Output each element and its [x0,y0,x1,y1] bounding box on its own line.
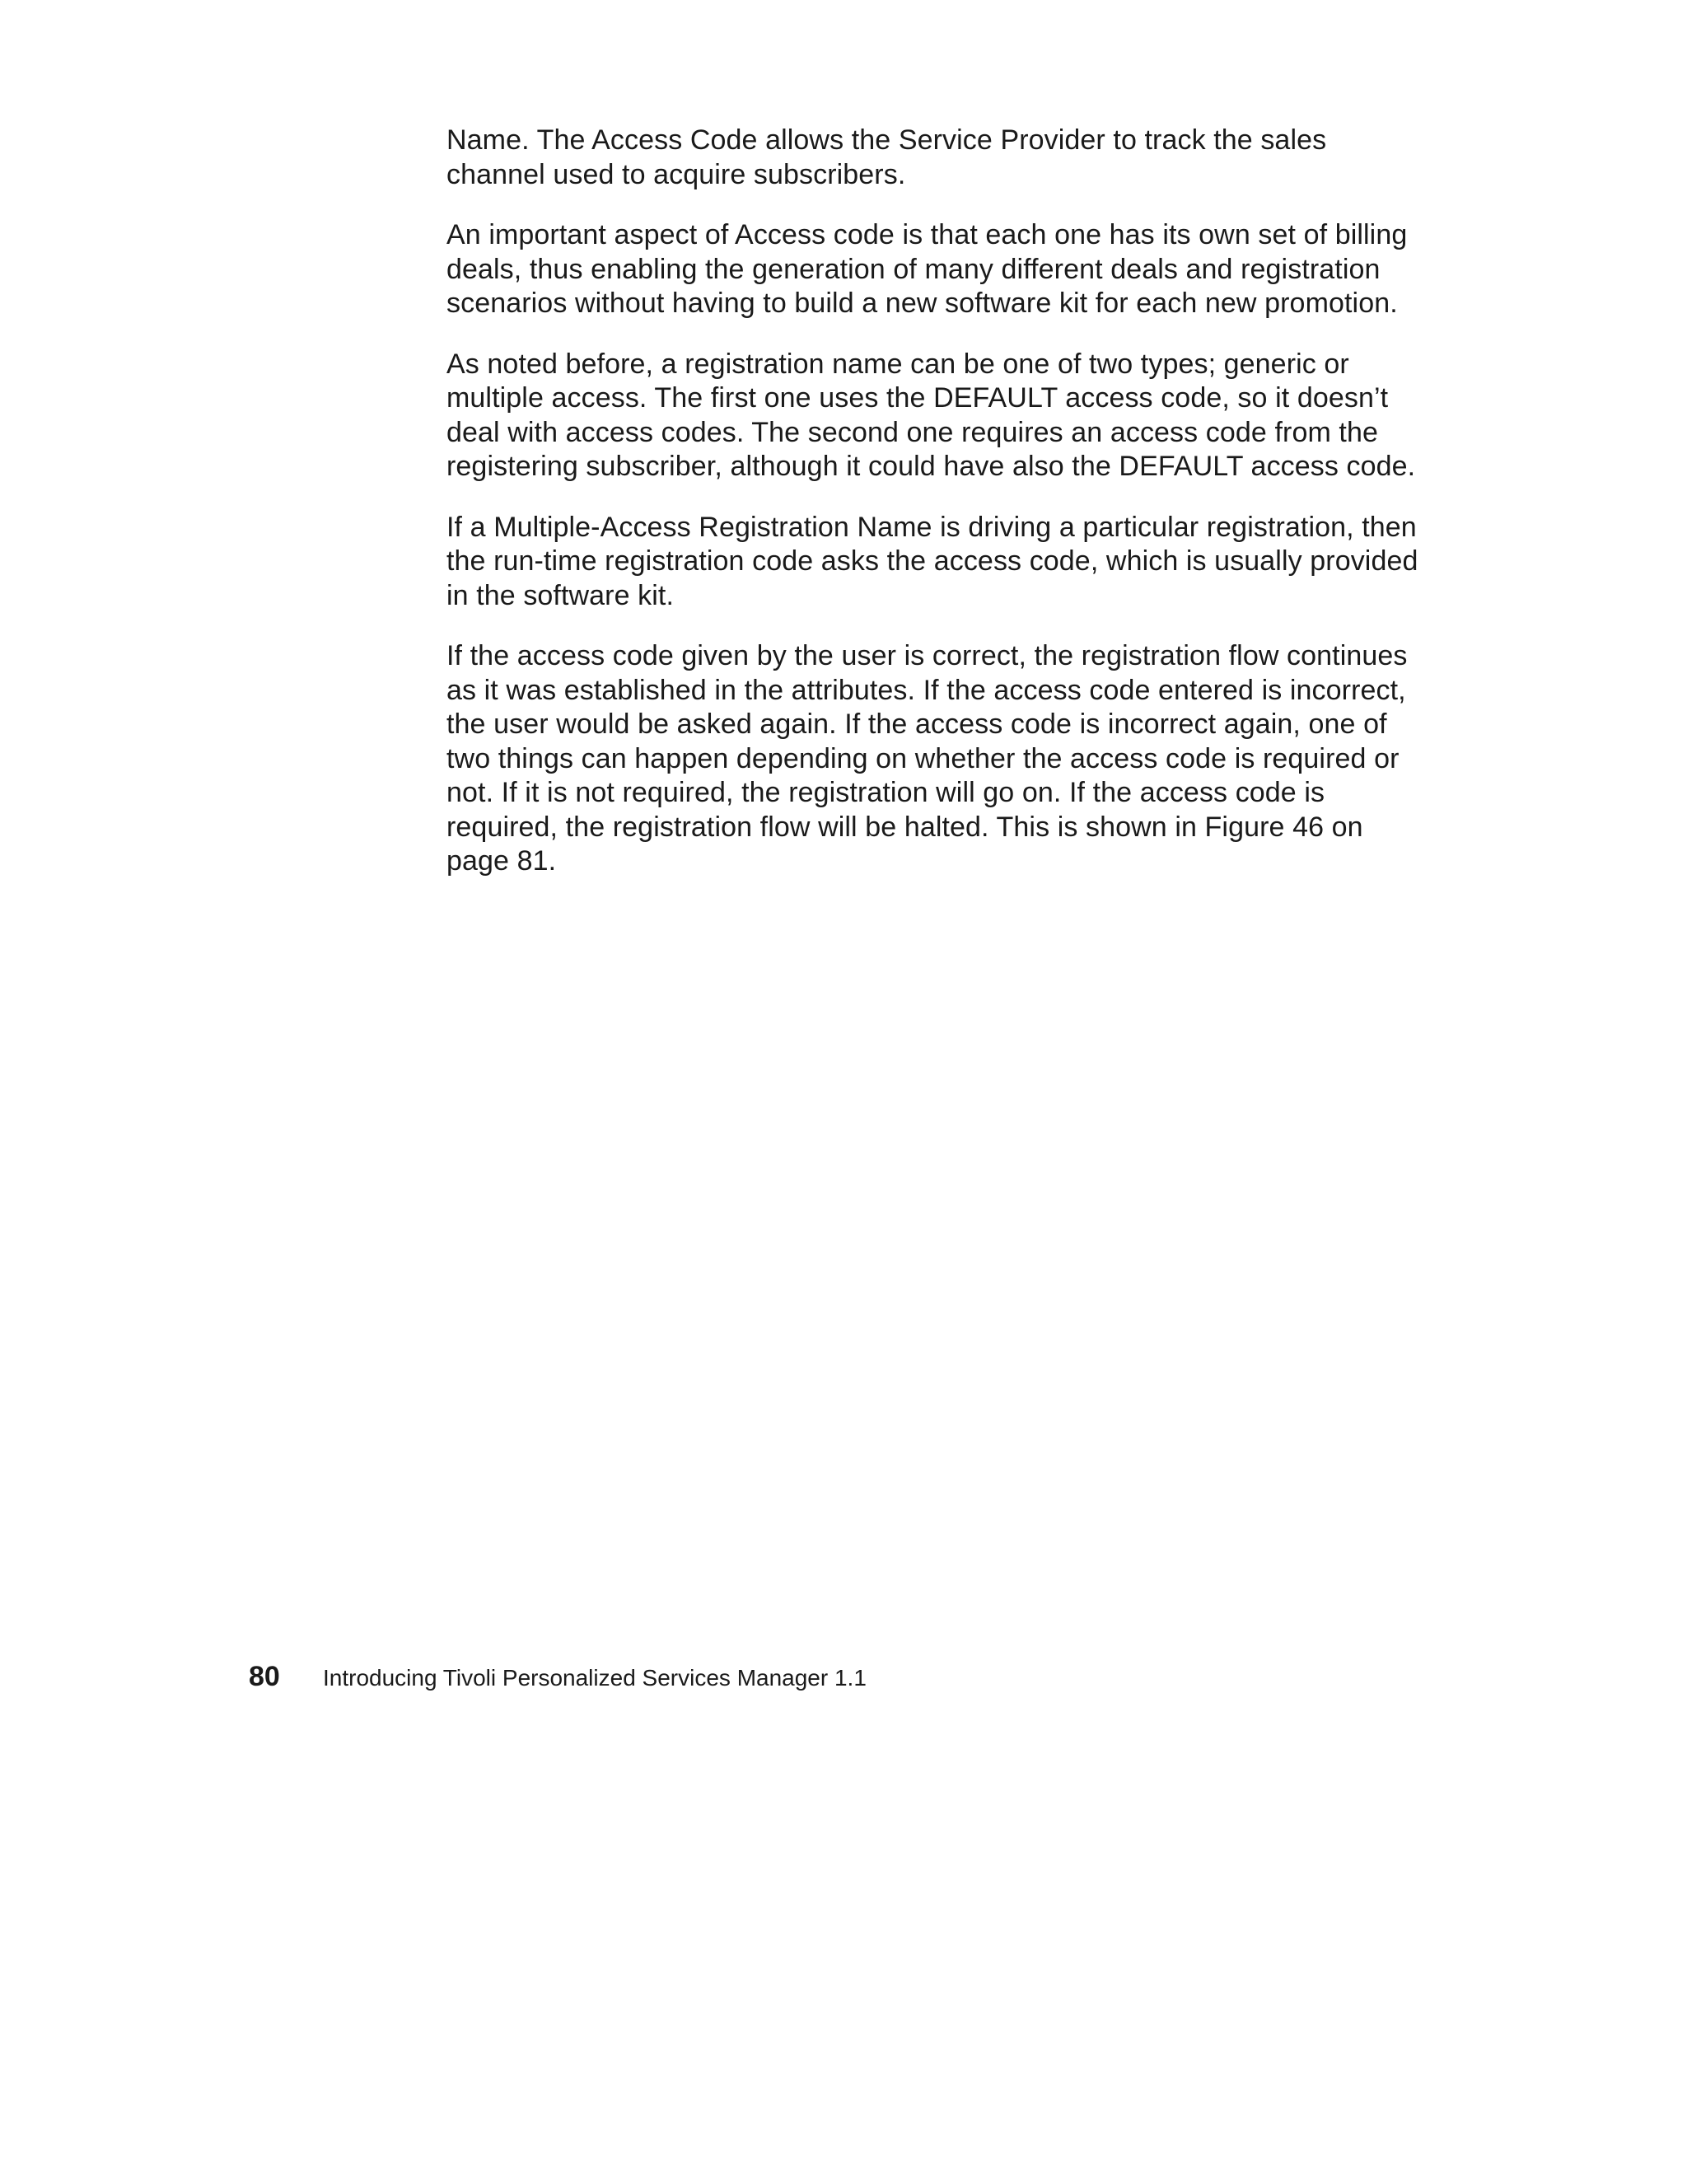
page-number: 80 [249,1661,280,1692]
paragraph-billing-deals: An important aspect of Access code is that each one has its own set of billing deals, thus enabling the generation of many different deals and registration scenarios without having to build a new software kit for each new promotion. [446,219,1408,319]
paragraph-access-code-validation: If the access code given by the user is correct, the registration flow continues as it was established in the attributes. If the access code entered is incorrect, the user would be asked again. If the access code is incorrect again, one of two things can happen depending on whether the access code is required or not. If it is not required, the registration will go on. If the access code is required, the registration flow will be halted. This is shown in Figure 46 on page 81. [446,640,1408,877]
book-title: Introducing Tivoli Personalized Services Manager 1.1 [323,1665,867,1691]
body-text [446,124,1418,905]
page-footer [249,1661,867,1697]
paragraph-multiple-access: If a Multiple-Access Registration Name is driving a particular registration, then the run-time registration code asks the access code, which is usually provided in the software kit. [446,511,1418,611]
paragraph-access-code-tracking: Name. The Access Code allows the Service Provider to track the sales channel used to acquire subscribers. [446,124,1327,190]
paragraph-registration-types: As noted before, a registration name can be one of two types; generic or multiple access. The first one uses the DEFAULT access code, so it doesn’t deal with access codes. The second one requires an access code from the registering subscriber, although it could have also the DEFAULT access code. [446,348,1416,482]
